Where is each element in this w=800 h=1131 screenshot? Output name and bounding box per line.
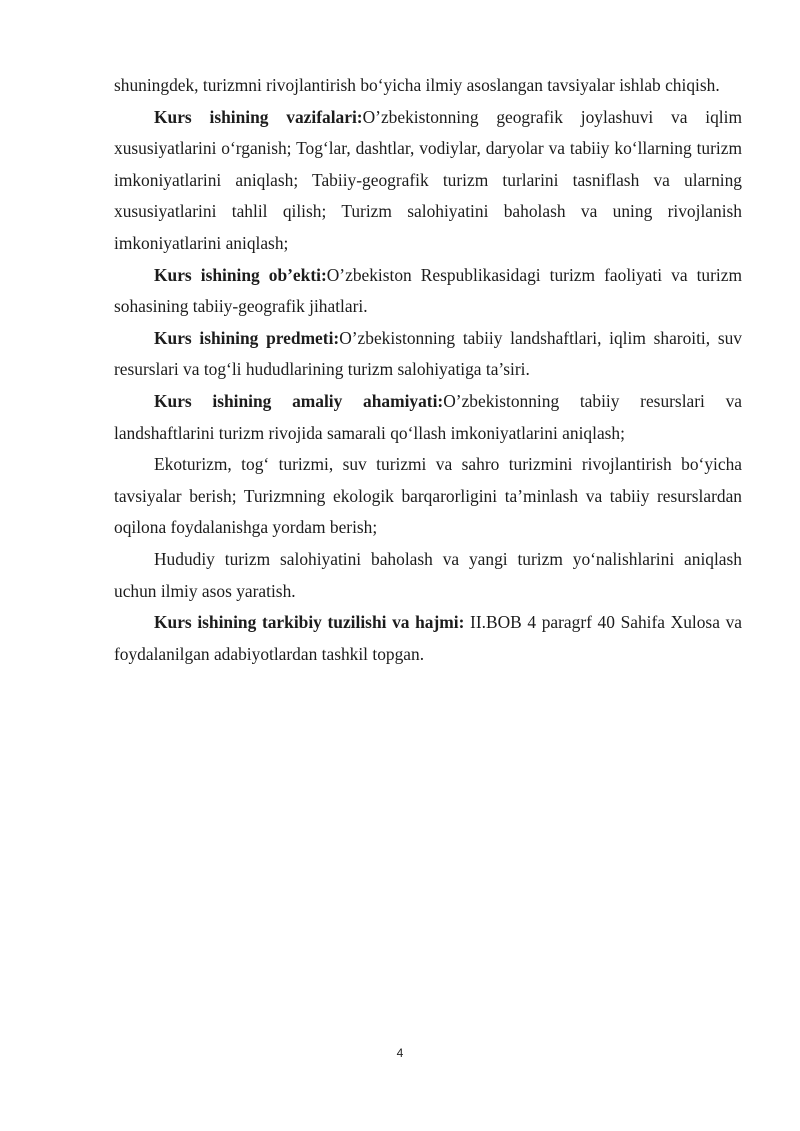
paragraph-continuation: shuningdek, turizmni rivojlantirish bo‘yicha ilmiy asoslangan tavsiyalar ishlab chiqish. xyxy=(114,75,720,95)
practical-importance-label: Kurs ishining amaliy ahamiyati: xyxy=(154,390,444,411)
paragraph-structure xyxy=(114,607,742,670)
subject-text: O’zbekistonning tabiiy landshaftlari, iqlim sharoiti, suv resurslari va tog‘li hududlarining turizm salohiyatiga ta’siri. xyxy=(114,327,742,380)
object-text: O’zbekiston Respublikasidagi turizm faoliyati va turizm sohasining tabiiy-geografik jihatlari. xyxy=(114,264,742,317)
tasks-text: O’zbekistonning geografik joylashuvi va iqlim xususiyatlarini o‘rganish; Tog‘lar, dashtlar, vodiylar, daryolar va tabiiy ko‘llarning turizm imkoniyatlarini aniqlash; Tabiiy-geografik turizm turlarini tasniflash va ularning xususiyatlarini tahlil qilish; Turizm salohiyatini baholash va uning rivojlanish imkoniyatlarini aniqlash; xyxy=(114,106,742,253)
paragraph-tasks xyxy=(114,102,742,260)
structure-label: Kurs ishining tarkibiy tuzilishi va hajmi: xyxy=(154,612,465,633)
structure-text: II.BOB 4 paragrf 40 Sahifa Xulosa va foydalanilgan adabiyotlardan tashkil topgan. xyxy=(114,612,742,664)
paragraph-practical-importance xyxy=(114,386,742,449)
paragraph-object xyxy=(114,260,742,323)
paragraph-subject xyxy=(114,323,742,386)
paragraph-recommendations: Ekoturizm, tog‘ turizmi, suv turizmi va sahro turizmini rivojlantirish bo‘yicha tavsiyalar berish; Turizmning ekologik barqarorligini ta’minlash va tabiiy resurslardan oqilona foydalanishga yordam berish; xyxy=(114,454,742,538)
paragraph-scientific-basis: Hududiy turizm salohiyatini baholash va yangi turizm yo‘nalishlarini aniqlash uchun ilmiy asos yaratish. xyxy=(114,548,742,601)
subject-label: Kurs ishining predmeti: xyxy=(154,327,340,348)
tasks-label: Kurs ishining vazifalari: xyxy=(154,106,363,127)
practical-importance-text: O’zbekistonning tabiiy resurslari va landshaftlarini turizm rivojida samarali qo‘llash imkoniyatlarini aniqlash; xyxy=(114,390,742,443)
object-label: Kurs ishining ob’ekti: xyxy=(154,264,327,285)
page-number: 4 xyxy=(396,1046,404,1060)
page-body xyxy=(114,70,742,670)
